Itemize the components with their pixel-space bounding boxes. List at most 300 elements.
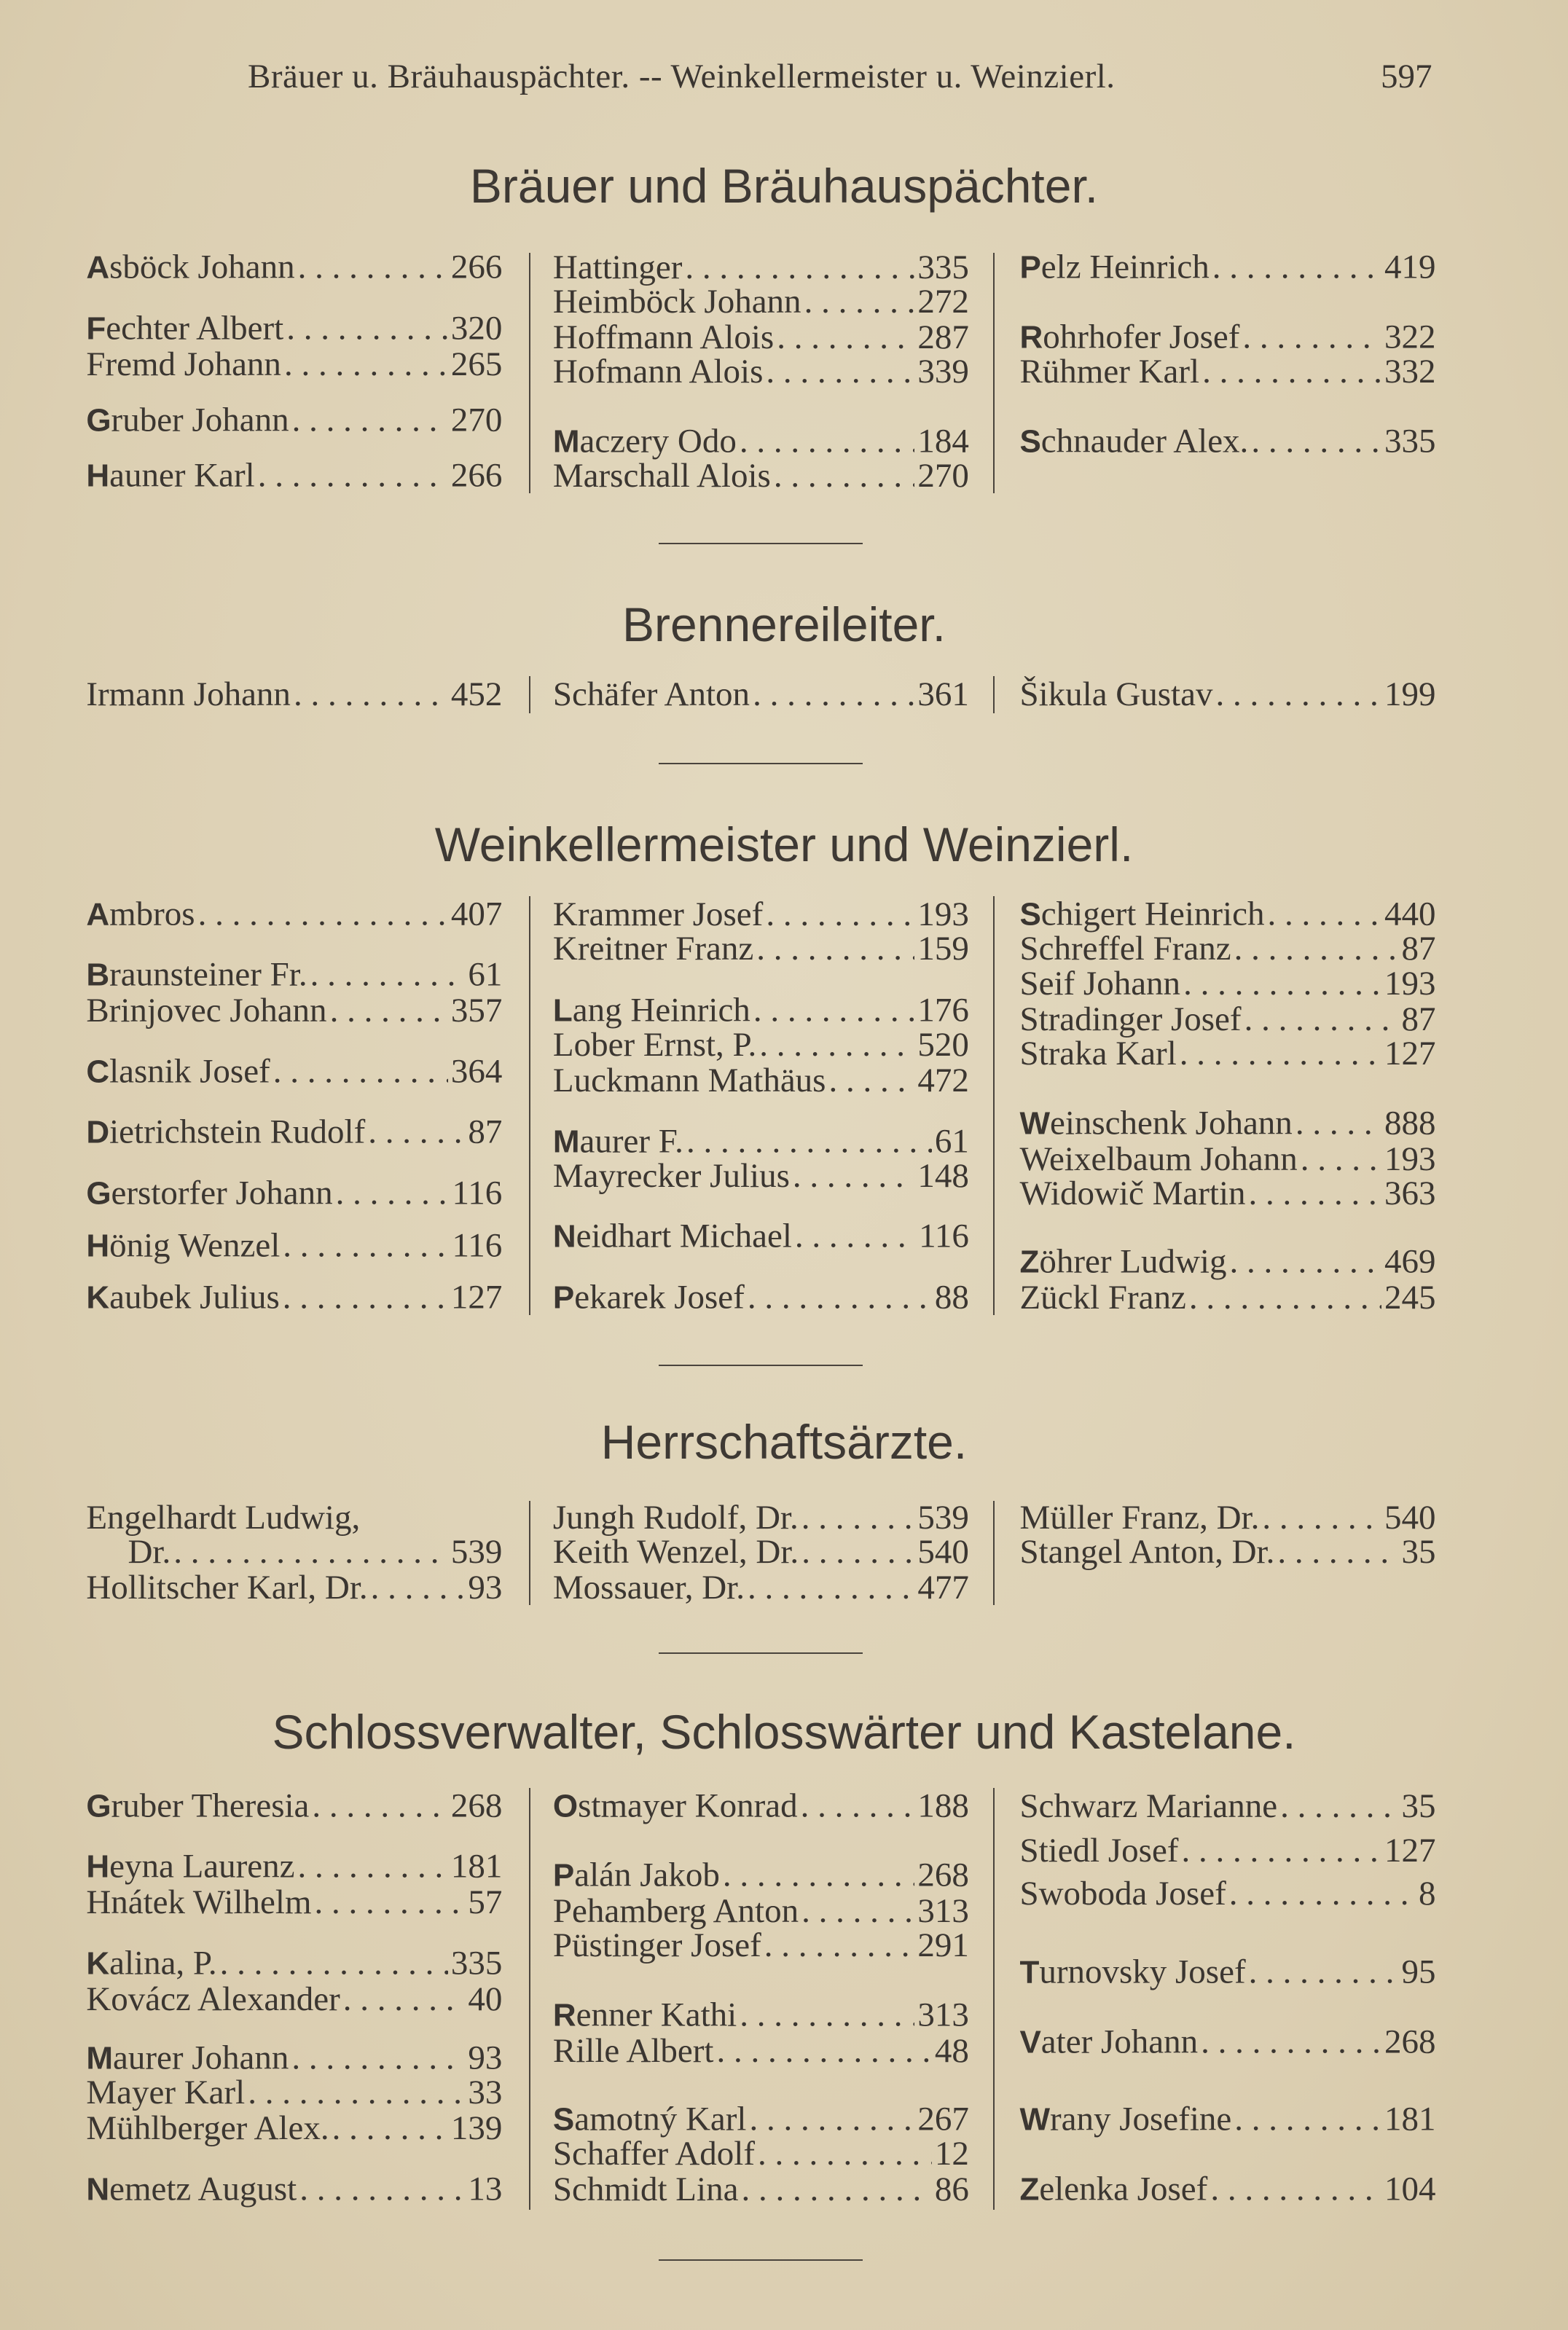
index-entry xyxy=(1019,1001,1435,1037)
dot-leader xyxy=(1301,1141,1381,1177)
index-entry xyxy=(553,249,969,286)
entry-page-number: 35 xyxy=(1401,1786,1436,1825)
entry-name: Kreitner Franz xyxy=(552,929,754,968)
entry-name: Pehamberg Anton xyxy=(552,1892,799,1931)
entry-name: Nemetz August xyxy=(86,2170,297,2208)
index-entry xyxy=(86,249,502,286)
entry-page-number: 266 xyxy=(450,248,503,286)
entry-page-number: 540 xyxy=(917,1532,969,1571)
entry-page-number: 335 xyxy=(917,248,969,287)
index-entry xyxy=(86,1499,502,1536)
entry-page-number: 104 xyxy=(1384,2170,1436,2208)
entry-page-number: 127 xyxy=(450,1278,503,1317)
entry-page-number: 313 xyxy=(917,1996,969,2034)
page-number: 597 xyxy=(1381,58,1432,95)
entry-name: Rühmer Karl xyxy=(1019,353,1200,391)
running-head: Bräuer u. Bräuhauspächter. -- Weinkellermeister u. Weinzierl. xyxy=(248,58,1116,95)
column-separator xyxy=(529,253,530,493)
index-entry xyxy=(86,895,502,933)
entry-page-number: 320 xyxy=(450,309,503,348)
entry-name: Rohrhofer Josef xyxy=(1019,318,1240,356)
entry-name: Heyna Laurenz xyxy=(86,1847,295,1886)
dot-leader xyxy=(764,1927,915,1964)
dot-leader xyxy=(1229,1875,1416,1912)
dot-leader xyxy=(220,1945,448,1981)
dot-leader xyxy=(1215,676,1381,713)
index-entry xyxy=(1019,1499,1435,1536)
index-entry xyxy=(1019,2101,1435,2138)
dot-leader xyxy=(1267,895,1381,932)
dot-leader xyxy=(1183,965,1381,1002)
index-entry xyxy=(86,2170,502,2208)
dot-leader xyxy=(717,2033,932,2069)
entry-page-number: 127 xyxy=(1384,1035,1436,1073)
entry-page-number: 539 xyxy=(917,1498,969,1537)
index-entry xyxy=(86,2074,502,2111)
entry-name: Asböck Johann xyxy=(86,248,295,286)
entry-name: Schäfer Anton xyxy=(552,675,750,713)
index-entry xyxy=(553,1787,969,1824)
entry-page-number: 291 xyxy=(917,1926,969,1965)
entry-page-number: 361 xyxy=(917,675,969,713)
entry-name: Hoffmann Alois xyxy=(552,318,775,357)
index-entry xyxy=(86,1279,502,1316)
dot-leader xyxy=(758,2135,932,2172)
index-entry xyxy=(553,2135,969,2172)
dot-leader xyxy=(1242,319,1381,356)
entry-name: Weixelbaum Johann xyxy=(1019,1140,1298,1179)
index-entry xyxy=(553,458,969,494)
dot-leader xyxy=(258,457,448,493)
index-entry xyxy=(553,1569,969,1606)
entry-name: Maurer Johann xyxy=(86,2039,289,2077)
entry-name: Krammer Josef xyxy=(552,895,764,933)
dot-leader xyxy=(1277,1534,1398,1570)
index-entry xyxy=(553,1534,969,1570)
entry-page-number: 61 xyxy=(934,1122,969,1161)
entry-name: Heimböck Johann xyxy=(552,283,801,321)
entry-page-number: 159 xyxy=(917,929,969,968)
entry-name: Straka Karl xyxy=(1019,1035,1177,1073)
entry-name: Stradinger Josef xyxy=(1019,1000,1242,1039)
entry-name: Weinschenk Johann xyxy=(1019,1104,1293,1142)
section-title: Herrschaftsärzte. xyxy=(600,1414,968,1469)
dot-leader xyxy=(1229,1243,1381,1279)
dot-leader xyxy=(299,2170,465,2207)
entry-name: Kaubek Julius xyxy=(86,1278,280,1317)
section-title: Brennereileiter. xyxy=(622,597,946,651)
index-entry xyxy=(553,896,969,933)
entry-name: Hnátek Wilhelm xyxy=(86,1883,312,1922)
entry-name: Mayer Karl xyxy=(86,2074,246,2112)
entry-name: Gerstorfer Johann xyxy=(86,1174,333,1212)
dot-leader xyxy=(1244,1001,1399,1037)
entry-page-number: 181 xyxy=(450,1847,503,1886)
entry-name: Lober Ernst, P. xyxy=(552,1026,757,1064)
entry-page-number: 48 xyxy=(934,2032,969,2071)
index-entry xyxy=(1019,1534,1435,1570)
entry-page-number: 477 xyxy=(917,1568,969,1607)
column-separator xyxy=(529,676,530,713)
entry-name: Turnovsky Josef xyxy=(1019,1953,1246,1991)
dot-leader xyxy=(685,249,914,286)
entry-page-number: 57 xyxy=(468,1883,503,1922)
entry-name: Wrany Josefine xyxy=(1019,2100,1232,2138)
index-entry xyxy=(86,1981,502,2017)
index-entry xyxy=(553,1158,969,1194)
dot-leader xyxy=(283,1227,449,1263)
index-entry xyxy=(86,1053,502,1090)
entry-name: Schaffer Adolf xyxy=(552,2134,756,2173)
entry-page-number: 181 xyxy=(1384,2100,1436,2138)
dot-leader xyxy=(286,310,448,346)
dot-leader xyxy=(198,895,448,932)
entry-name: Clasnik Josef xyxy=(86,1052,270,1091)
index-entry xyxy=(1019,1105,1435,1142)
section-title: Bräuer und Bräuhauspächter. xyxy=(469,159,1099,213)
entry-name: Samotný Karl xyxy=(552,2100,747,2138)
column-separator xyxy=(993,253,995,493)
entry-page-number: 265 xyxy=(450,345,503,383)
index-entry xyxy=(553,1123,969,1160)
index-entry xyxy=(553,992,969,1029)
column-separator xyxy=(529,1788,530,2210)
entry-name: Luckmann Mathäus xyxy=(552,1062,826,1100)
dot-leader xyxy=(173,1534,448,1570)
section-divider xyxy=(659,763,863,764)
index-entry xyxy=(553,1062,969,1099)
index-entry xyxy=(553,1893,969,1929)
index-entry xyxy=(1019,895,1435,933)
entry-page-number: 363 xyxy=(1384,1174,1436,1213)
dot-leader xyxy=(312,1787,447,1824)
dot-leader xyxy=(1189,1279,1381,1316)
entry-page-number: 287 xyxy=(917,318,969,357)
index-entry xyxy=(1019,423,1435,460)
dot-leader xyxy=(1210,2170,1381,2207)
index-entry xyxy=(553,930,969,967)
entry-page-number: 13 xyxy=(468,2170,503,2208)
section-title: Weinkellermeister und Weinzierl. xyxy=(434,817,1134,871)
entry-name: Swoboda Josef xyxy=(1019,1874,1226,1913)
index-entry xyxy=(86,402,502,439)
dot-leader xyxy=(748,1569,914,1606)
section-divider xyxy=(659,1652,863,1654)
index-entry xyxy=(86,2040,502,2077)
entry-name: Stiedl Josef xyxy=(1019,1831,1179,1870)
index-entry xyxy=(553,319,969,356)
dot-leader xyxy=(756,930,914,967)
index-entry xyxy=(1019,319,1435,356)
entry-name: Schwarz Marianne xyxy=(1019,1786,1278,1825)
index-entry xyxy=(86,1787,502,1824)
entry-page-number: 472 xyxy=(917,1062,969,1100)
entry-page-number: 87 xyxy=(1401,1000,1436,1039)
entry-name: Kalina, P. xyxy=(86,1944,217,1982)
entry-page-number: 184 xyxy=(917,422,969,460)
entry-page-number: 335 xyxy=(450,1944,503,1982)
index-entry xyxy=(86,1227,502,1264)
dot-leader xyxy=(368,1114,465,1150)
dot-leader xyxy=(371,1569,466,1606)
dot-leader xyxy=(766,896,914,933)
index-entry xyxy=(553,2101,969,2138)
index-entry xyxy=(1019,2170,1435,2208)
entry-page-number: 61 xyxy=(468,955,503,994)
entry-name: Šikula Gustav xyxy=(1019,675,1213,713)
index-entry xyxy=(86,957,502,994)
column-separator xyxy=(529,896,530,1315)
dot-leader xyxy=(310,957,466,993)
entry-page-number: 268 xyxy=(917,1856,969,1894)
entry-page-number: 93 xyxy=(468,2039,503,2077)
entry-name: Hofmann Alois xyxy=(552,353,764,391)
entry-name: Engelhardt Ludwig, xyxy=(86,1498,361,1537)
entry-page-number: 40 xyxy=(468,1980,503,2018)
dot-leader xyxy=(292,402,448,439)
index-entry xyxy=(86,346,502,383)
entry-page-number: 322 xyxy=(1384,318,1436,356)
index-entry xyxy=(553,676,969,713)
entry-name: Seif Johann xyxy=(1019,965,1181,1003)
dot-leader xyxy=(801,1787,915,1824)
entry-name: Palán Jakob xyxy=(552,1856,720,1894)
dot-leader xyxy=(740,423,915,459)
index-entry xyxy=(553,283,969,320)
index-entry xyxy=(1019,1875,1435,1912)
dot-leader xyxy=(1280,1788,1398,1824)
entry-page-number: 127 xyxy=(1384,1831,1436,1870)
index-entry xyxy=(86,1945,502,1982)
index-entry xyxy=(553,423,969,460)
index-entry xyxy=(553,1027,969,1063)
entry-page-number: 33 xyxy=(468,2074,503,2112)
dot-leader xyxy=(748,1279,932,1315)
entry-name: Maczery Odo xyxy=(552,422,737,460)
entry-page-number: 268 xyxy=(1384,2023,1436,2061)
dot-leader xyxy=(1212,249,1381,286)
entry-name: Neidhart Michael xyxy=(552,1217,792,1255)
entry-name: Keith Wenzel, Dr. xyxy=(552,1532,799,1571)
index-entry xyxy=(553,2033,969,2069)
index-entry xyxy=(86,1884,502,1921)
index-entry xyxy=(86,1848,502,1886)
entry-name: Irmann Johann xyxy=(86,675,291,713)
entry-name: Maurer F. xyxy=(552,1122,683,1161)
dot-leader xyxy=(283,1279,448,1315)
dot-leader xyxy=(1180,1035,1381,1072)
entry-name: Gruber Theresia xyxy=(86,1786,310,1825)
entry-name: Widowič Martin xyxy=(1019,1174,1246,1213)
index-entry xyxy=(1019,353,1435,390)
entry-name: Stangel Anton, Dr. xyxy=(1019,1532,1275,1571)
index-entry xyxy=(553,1927,969,1964)
dot-leader xyxy=(291,2040,465,2076)
entry-page-number: 193 xyxy=(917,895,969,933)
entry-name: Dietrichstein Rudolf xyxy=(86,1113,366,1151)
index-entry xyxy=(128,1534,502,1570)
entry-name: Renner Kathi xyxy=(552,1996,737,2034)
entry-page-number: 539 xyxy=(450,1532,503,1571)
entry-page-number: 357 xyxy=(450,992,503,1030)
column-separator xyxy=(993,896,995,1315)
entry-name: Braunsteiner Fr. xyxy=(86,955,307,994)
entry-page-number: 193 xyxy=(1384,1140,1436,1179)
entry-name: Dr. xyxy=(128,1532,171,1571)
entry-page-number: 35 xyxy=(1401,1532,1436,1571)
index-entry xyxy=(1019,676,1435,713)
entry-page-number: 267 xyxy=(917,2100,969,2138)
entry-page-number: 266 xyxy=(450,456,503,495)
entry-name: Zückl Franz xyxy=(1019,1278,1186,1317)
index-entry xyxy=(553,1997,969,2034)
index-entry xyxy=(1019,1279,1435,1316)
entry-page-number: 419 xyxy=(1384,248,1436,286)
entry-page-number: 116 xyxy=(452,1226,503,1265)
dot-leader xyxy=(248,2074,465,2111)
index-entry xyxy=(86,310,502,347)
index-entry xyxy=(553,1279,969,1316)
entry-page-number: 469 xyxy=(1384,1242,1436,1281)
entry-name: Marschall Alois xyxy=(552,456,771,495)
entry-page-number: 268 xyxy=(450,1786,503,1825)
index-entry xyxy=(1019,2023,1435,2060)
entry-name: Fechter Albert xyxy=(86,309,284,348)
section-divider xyxy=(659,543,863,544)
dot-leader xyxy=(1262,1499,1381,1536)
dot-leader xyxy=(298,249,448,286)
index-entry xyxy=(1019,1175,1435,1212)
entry-page-number: 270 xyxy=(450,401,503,439)
entry-page-number: 116 xyxy=(452,1174,503,1212)
dot-leader xyxy=(795,1218,916,1255)
index-entry xyxy=(1019,249,1435,286)
index-entry xyxy=(553,2171,969,2208)
entry-page-number: 270 xyxy=(917,456,969,495)
entry-name: Hollitscher Karl, Dr. xyxy=(86,1568,368,1607)
entry-name: Fremd Johann xyxy=(86,345,281,383)
column-separator xyxy=(993,1501,995,1605)
section-divider xyxy=(659,2259,863,2261)
entry-page-number: 520 xyxy=(917,1026,969,1064)
index-entry xyxy=(553,1499,969,1536)
index-entry xyxy=(1019,1832,1435,1869)
entry-name: Schigert Heinrich xyxy=(1019,895,1265,933)
entry-name: Vater Johann xyxy=(1019,2023,1199,2061)
dot-leader xyxy=(1202,353,1381,390)
entry-page-number: 116 xyxy=(919,1217,969,1255)
index-entry xyxy=(1019,1243,1435,1280)
dot-leader xyxy=(273,1053,448,1089)
entry-page-number: 139 xyxy=(450,2109,503,2148)
index-entry xyxy=(1019,1954,1435,1991)
dot-leader xyxy=(1234,930,1399,967)
entry-name: Hönig Wenzel xyxy=(86,1226,281,1265)
column-separator xyxy=(529,1501,530,1605)
index-entry xyxy=(1019,1035,1435,1072)
dot-leader xyxy=(801,1534,914,1570)
index-entry xyxy=(553,1857,969,1894)
entry-name: Hattinger xyxy=(552,248,683,287)
dot-leader xyxy=(330,992,448,1029)
dot-leader xyxy=(759,1027,914,1063)
entry-page-number: 272 xyxy=(917,283,969,321)
entry-page-number: 888 xyxy=(1384,1104,1436,1142)
dot-leader xyxy=(749,2101,914,2138)
index-entry xyxy=(86,457,502,494)
entry-page-number: 199 xyxy=(1384,675,1436,713)
section-title: Schlossverwalter, Schlosswärter und Kastelane. xyxy=(272,1704,1296,1759)
entry-page-number: 88 xyxy=(934,1278,969,1317)
entry-page-number: 407 xyxy=(450,895,503,933)
entry-name: Kovácz Alexander xyxy=(86,1980,340,2018)
entry-page-number: 540 xyxy=(1384,1498,1436,1537)
dot-leader xyxy=(804,283,915,320)
dot-leader xyxy=(1251,423,1381,459)
section-divider xyxy=(659,1365,863,1366)
entry-page-number: 93 xyxy=(468,1568,503,1607)
dot-leader xyxy=(793,1158,915,1194)
entry-name: Mossauer, Dr. xyxy=(552,1568,745,1607)
index-entry xyxy=(86,992,502,1029)
index-entry xyxy=(1019,1788,1435,1824)
entry-name: Mayrecker Julius xyxy=(552,1156,790,1195)
entry-name: Zelenka Josef xyxy=(1019,2170,1208,2208)
index-entry xyxy=(86,1114,502,1151)
entry-name: Gruber Johann xyxy=(86,401,289,439)
dot-leader xyxy=(1249,1175,1381,1212)
dot-leader xyxy=(284,346,448,383)
entry-name: Zöhrer Ludwig xyxy=(1019,1242,1227,1281)
entry-name: Pekarek Josef xyxy=(552,1278,745,1317)
dot-leader xyxy=(1234,2101,1381,2138)
entry-name: Mühlberger Alex. xyxy=(86,2109,329,2148)
column-separator xyxy=(993,676,995,713)
entry-page-number: 335 xyxy=(1384,422,1436,460)
entry-page-number: 188 xyxy=(917,1786,969,1825)
column-separator xyxy=(993,1788,995,2210)
dot-leader xyxy=(294,676,448,713)
dot-leader xyxy=(801,1499,915,1536)
entry-page-number: 193 xyxy=(1384,965,1436,1003)
entry-name: Ostmayer Konrad xyxy=(552,1786,798,1825)
dot-leader xyxy=(1201,2023,1381,2060)
entry-name: Hauner Karl xyxy=(86,456,255,495)
dot-leader xyxy=(686,1123,932,1159)
dot-leader xyxy=(753,992,915,1029)
dot-leader xyxy=(1295,1105,1381,1142)
dot-leader xyxy=(741,2171,931,2208)
entry-page-number: 440 xyxy=(1384,895,1436,933)
entry-page-number: 87 xyxy=(1401,929,1436,968)
index-entry xyxy=(86,1569,502,1606)
index-entry xyxy=(86,676,502,713)
entry-name: Püstinger Josef xyxy=(552,1926,761,1965)
entry-name: Müller Franz, Dr. xyxy=(1019,1498,1260,1537)
entry-page-number: 148 xyxy=(917,1156,969,1195)
entry-page-number: 12 xyxy=(934,2134,969,2173)
entry-page-number: 86 xyxy=(934,2170,969,2208)
entry-name: Schmidt Lina xyxy=(552,2170,739,2208)
dot-leader xyxy=(332,2110,448,2146)
entry-page-number: 87 xyxy=(468,1113,503,1151)
entry-page-number: 339 xyxy=(917,353,969,391)
entry-page-number: 8 xyxy=(1418,1874,1436,1913)
index-entry xyxy=(86,1175,502,1212)
entry-page-number: 332 xyxy=(1384,353,1436,391)
dot-leader xyxy=(298,1848,448,1885)
index-entry xyxy=(1019,930,1435,967)
